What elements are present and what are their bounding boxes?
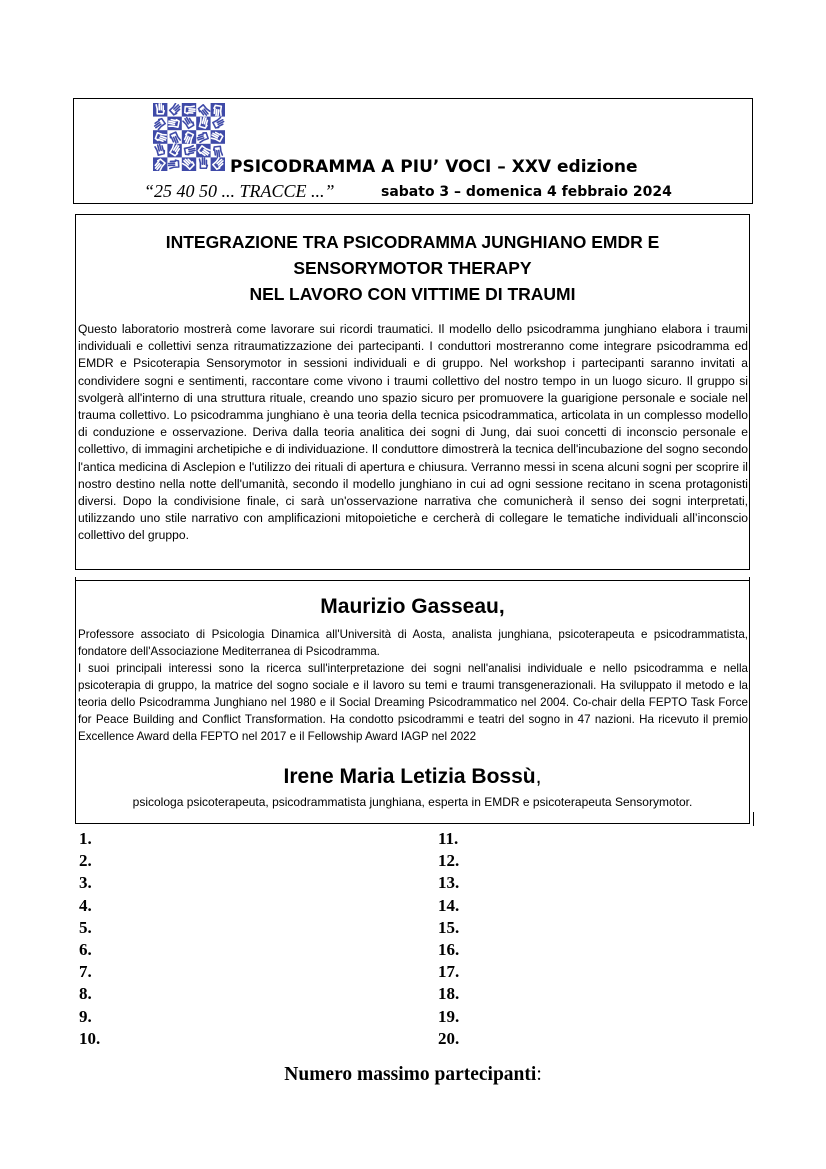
participant-slot: 1. (79, 829, 92, 848)
participant-slot: 5. (79, 917, 92, 937)
workshop-title-line: INTEGRAZIONE TRA PSICODRAMMA JUNGHIANO EMDR E (165, 232, 660, 252)
participant-slot: 8. (79, 984, 92, 1004)
logo-hand-cell (167, 117, 181, 131)
participant-slot: 4. (79, 895, 92, 915)
logo-hand-cell (213, 146, 222, 157)
event-motto: “25 40 50 ... TRACCE ...” (144, 181, 335, 201)
max-participants-colon: : (536, 1064, 542, 1085)
logo-hand-cell (153, 103, 167, 117)
logo-hand-cell (168, 160, 178, 169)
logo-hand-cell (211, 103, 225, 117)
participant-slot: 7. (79, 962, 92, 982)
logo-hand-cell (199, 158, 207, 168)
workshop-description: Questo laboratorio mostrerà come lavorare sui ricordi traumatici. Il modello dello psicodramma junghiano elabora i traumi individuali e collettivi senza ritraumatizzazione dei partecipanti. I conduttori mostreranno come integrare psicodramma ed EMDR e Psicoterapia Sensorymotor in sessioni individuali e di gruppo. Nel workshop i partecipanti saranno invitati a condividere sogni e sentimenti, raccontare come vivono i traumi collettivo del nostro tempo in un luogo sicuro. Il gruppo si svolgerà all'interno di una struttura rituale, creando uno spazio sicuro per promuovere la guarigione personale e sociale nel trauma collettivo. Lo psicodramma junghiano è una teoria della tecnica psicodrammatica, articolata in un complesso modello di conduzione e osservazione. Deriva dalla teoria analitica dei sogni di Jung, dai suoi concetti di inconscio personale e collettivo, di immagini archetipiche e di individuazione. Il conduttore dimostrerà la tecnica dell'incubazione del sogno secondo l'antica medicina di Asclepion e l'utilizzo dei rituali di apertura e chiusura. Verranno messi in scena alcuni sogni per scoprire il nostro destino nella notte dell'umanità, secondo il modello junghiano in cui ad ogni sessione recitano in scena protagonisti diversi. Dopo la condivisione finale, ci sarà un'osservazione narrativa che comunicherà il senso dei sogni interpretati, utilizzando uno stile narrativo con amplificazioni mitopoietiche e cercherà di collegare le tematiche individuali all’inconscio collettivo del gruppo. (78, 322, 748, 543)
presenter-name: Maurizio Gasseau, (320, 595, 505, 618)
logo-hand-cell (196, 144, 210, 158)
logo-hand-cell (153, 130, 167, 144)
participant-slot: 19. (438, 1006, 460, 1026)
max-participants-label: Numero massimo partecipanti (284, 1064, 537, 1085)
participant-slot: 9. (79, 1006, 92, 1026)
workshop-title-line: NEL LAVORO CON VITTIME DI TRAUMI (249, 284, 576, 304)
logo-hand-cell (182, 103, 196, 117)
logo-hand-cell (196, 117, 210, 131)
divider-tick (753, 812, 754, 826)
hands-grid-logo-icon (153, 103, 225, 171)
workshop-section (75, 214, 750, 570)
logo-hand-cell (182, 116, 194, 129)
logo-hand-cell (198, 104, 211, 117)
participant-slot: 11. (438, 829, 459, 848)
logo-hand-cell (169, 103, 182, 115)
participant-slot: 14. (438, 895, 460, 915)
participant-slot: 17. (438, 962, 460, 982)
event-header (73, 98, 753, 204)
logo-hand-cell (212, 117, 225, 129)
participant-slot: 10. (79, 1028, 101, 1048)
participant-slot: 6. (79, 939, 92, 959)
participant-slot: 3. (79, 873, 92, 893)
presenter-role: psicologa psicoterapeuta, psicodrammatista junghiana, esperta in EMDR e psicoterapeuta Sensorymotor. (132, 795, 693, 809)
participant-slot: 15. (438, 917, 460, 937)
logo-hand-cell (211, 157, 225, 171)
presenter-name-suffix: , (535, 765, 542, 788)
participant-slot: 18. (438, 984, 460, 1004)
presenter-bio: I suoi principali interessi sono la ricerca sull'interpretazione dei sogni nell'analisi individuale e nello psicodramma e nella psicoterapia di gruppo, la matrice del sogno sociale e il lavoro su temi e traumi transgenerazionali. Ha sviluppato il metodo e la teoria dello Psicodramma Junghiano nel 1980 e il Social Dreaming Psicodrammatico nel 2004. Co-chair della FEPTO Task Force for Peace Building and Conflict Transformation. Ha condotto psicodrammi e teatri del sogno in 47 nazioni. Ha ricevuto il premio Excellence Award della FEPTO nel 2017 e il Fellowship Award IAGP nel 2022 (78, 662, 748, 743)
logo-hand-cell (182, 157, 196, 171)
logo-hand-cell (196, 132, 208, 143)
logo-hand-cell (153, 118, 166, 130)
participant-slot: 12. (438, 851, 460, 871)
presenters-section (75, 580, 750, 824)
workshop-title-line: SENSORYMOTOR THERAPY (293, 258, 532, 278)
presenter-name (76, 765, 749, 789)
logo-hand-cell (169, 132, 180, 144)
presenter-bio: Professore associato di Psicologia Dinamica all'Università di Aosta, analista junghiana, psicoterapeuta e psicodrammatista, fondatore dell'Associazione Mediterranea di Psicodramma. (78, 628, 748, 658)
logo-hand-cell (167, 143, 181, 157)
logo-hand-cell (155, 144, 165, 156)
logo-hand-cell (182, 130, 196, 144)
workshop-title (76, 229, 749, 307)
event-title: PSICODRAMMA A PIU’ VOCI – XXV edizione (230, 157, 638, 177)
participants-list-right (438, 828, 459, 1050)
participants-list-left (79, 828, 100, 1050)
participant-slot: 20. (438, 1028, 460, 1048)
logo-hand-cell (153, 157, 167, 171)
max-participants (0, 1064, 826, 1086)
logo-hand-cell (184, 146, 195, 156)
participant-slot: 16. (438, 939, 460, 959)
participant-slot: 13. (438, 873, 460, 893)
presenter-name-text: Irene Maria Letizia Bossù (283, 765, 536, 788)
logo-hand-cell (211, 130, 225, 144)
event-dates: sabato 3 – domenica 4 febbraio 2024 (381, 184, 672, 200)
participant-slot: 2. (79, 851, 92, 871)
